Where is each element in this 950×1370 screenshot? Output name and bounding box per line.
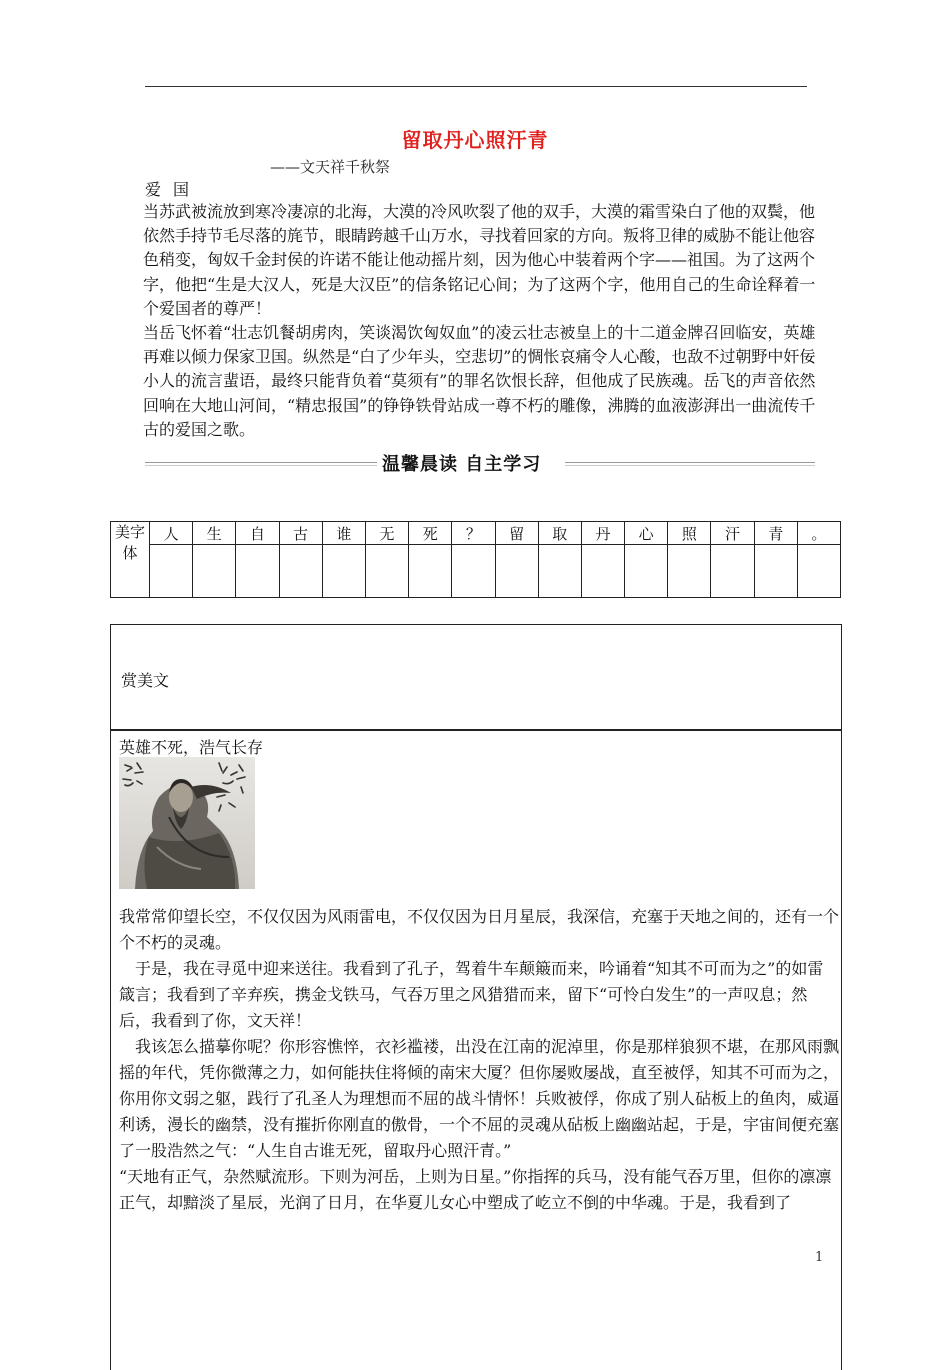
char-cell: 生 (193, 522, 236, 545)
practice-cell[interactable] (754, 545, 797, 598)
char-row (111, 522, 841, 545)
banner-rule-left-shadow (145, 465, 377, 466)
char-cell: 古 (279, 522, 322, 545)
section-label: 爱国 (145, 180, 202, 199)
calligraphy-table (110, 521, 841, 598)
char-cell: 丹 (581, 522, 624, 545)
article-text (119, 904, 839, 1216)
practice-cell[interactable] (495, 545, 538, 598)
practice-row (111, 545, 841, 598)
header-rule (145, 86, 807, 87)
article-paragraph: 我该怎么描摹你呢？你形容憔悴，衣衫褴褛，出没在江南的泥淖里，你是那样狼狈不堪，在那风雨飘摇的年代，凭你微薄之力，如何能扶住将倾的南宋大厦？但你屡败屡战，直至被俘，知其不可而为之，你用你文弱之躯，践行了孔圣人为理想而不屈的战斗情怀！兵败被俘，你成了别人砧板上的鱼肉，威逼利诱，漫长的幽禁，没有摧折你刚直的傲骨，一个不屈的灵魂从砧板上幽幽站起，于是，宇宙间便充塞了一股浩然之气：“人生自古谁无死，留取丹心照汗青。” (119, 1037, 840, 1160)
article-paragraph: “天地有正气，杂然赋流形。下则为河岳，上则为日星。”你指挥的兵马，没有能气吞万里，但你的凛凛正气，却黯淡了星辰，光润了日月，在华夏儿女心中塑成了屹立不倒的中华魂。于是，我看到了 (119, 1167, 832, 1212)
article-paragraph: 于是，我在寻觅中迎来送往。我看到了孔子，驾着牛车颠簸而来，吟诵着“知其不可而为之”的如雷箴言；我看到了辛弃疾，携金戈铁马，气吞万里之风猎猎而来，留下“可怜白发生”的一声叹息；然后，我看到了你，文天祥！ (119, 959, 824, 1030)
article-heading: 英雄不死，浩气长存 (119, 738, 264, 757)
intro-paragraph: 当苏武被流放到寒冷凄凉的北海，大漠的冷风吹裂了他的双手，大漠的霜雪染白了他的双鬓，他依然手持节毛尽落的旄节，眼睛跨越千山万水，寻找着回家的方向。叛将卫律的威胁不能让他容色稍变，匈奴千金封侯的许诺不能让他动摇片刻，因为他心中装着两个字——祖国。为了这两个字，他把“生是大汉人，死是大汉臣”的信条铭记心间；为了这两个字，他用自己的生命诠释着一个爱国者的尊严！ (143, 202, 816, 318)
practice-cell[interactable] (668, 545, 711, 598)
banner-rule-right (565, 462, 815, 463)
practice-cell[interactable] (409, 545, 452, 598)
practice-cell[interactable] (193, 545, 236, 598)
practice-cell[interactable] (452, 545, 495, 598)
practice-cell[interactable] (279, 545, 322, 598)
char-cell: 青 (754, 522, 797, 545)
article-paragraph: 我常常仰望长空，不仅仅因为风雨雷电，不仅仅因为日月星辰，我深信，充塞于天地之间的，还有一个个不朽的灵魂。 (119, 907, 840, 952)
practice-cell[interactable] (322, 545, 365, 598)
intro-paragraph: 当岳飞怀着“壮志饥餐胡虏肉，笑谈渴饮匈奴血”的凌云壮志被皇上的十二道金牌召回临安，英雄再难以倾力保家卫国。纵然是“白了少年头，空悲切”的惆怅哀痛令人心酸，也敌不过朝野中奸佞小人的流言蜚语，最终只能背负着“莫须有”的罪名饮恨长辞，但他成了民族魂。岳飞的声音依然回响在大地山河间，“精忠报国”的铮铮铁骨站成一尊不朽的雕像，沸腾的血液澎湃出一曲流传千古的爱国之歌。 (143, 323, 816, 439)
intro-text (143, 200, 825, 442)
practice-cell[interactable] (797, 545, 840, 598)
page-subtitle: ——文天祥千秋祭 (270, 158, 391, 176)
char-cell: 人 (150, 522, 193, 545)
char-cell: 汗 (711, 522, 754, 545)
article-box (110, 729, 842, 1370)
char-cell: 自 (236, 522, 279, 545)
portrait-image (119, 757, 255, 889)
char-cell: 照 (668, 522, 711, 545)
practice-cell[interactable] (625, 545, 668, 598)
char-cell: 死 (409, 522, 452, 545)
char-cell: 谁 (322, 522, 365, 545)
banner-rule-left (145, 462, 377, 463)
char-cell: 留 (495, 522, 538, 545)
char-cell: 取 (538, 522, 581, 545)
practice-cell[interactable] (581, 545, 624, 598)
page-number: 1 (815, 1250, 824, 1265)
appreciation-box (110, 624, 842, 731)
practice-cell[interactable] (365, 545, 408, 598)
section-banner (145, 450, 815, 476)
page-title: 留取丹心照汗青 (401, 128, 549, 152)
char-cell: 无 (365, 522, 408, 545)
practice-cell[interactable] (150, 545, 193, 598)
table-label: 美字体 (111, 522, 150, 598)
banner-title: 温馨晨读 自主学习 (382, 454, 542, 475)
practice-cell[interactable] (711, 545, 754, 598)
char-cell: 。 (797, 522, 840, 545)
practice-cell[interactable] (236, 545, 279, 598)
practice-cell[interactable] (538, 545, 581, 598)
char-cell: 心 (625, 522, 668, 545)
banner-rule-right-shadow (565, 465, 815, 466)
appreciation-label: 赏美文 (121, 671, 170, 690)
char-cell: ？ (452, 522, 495, 545)
